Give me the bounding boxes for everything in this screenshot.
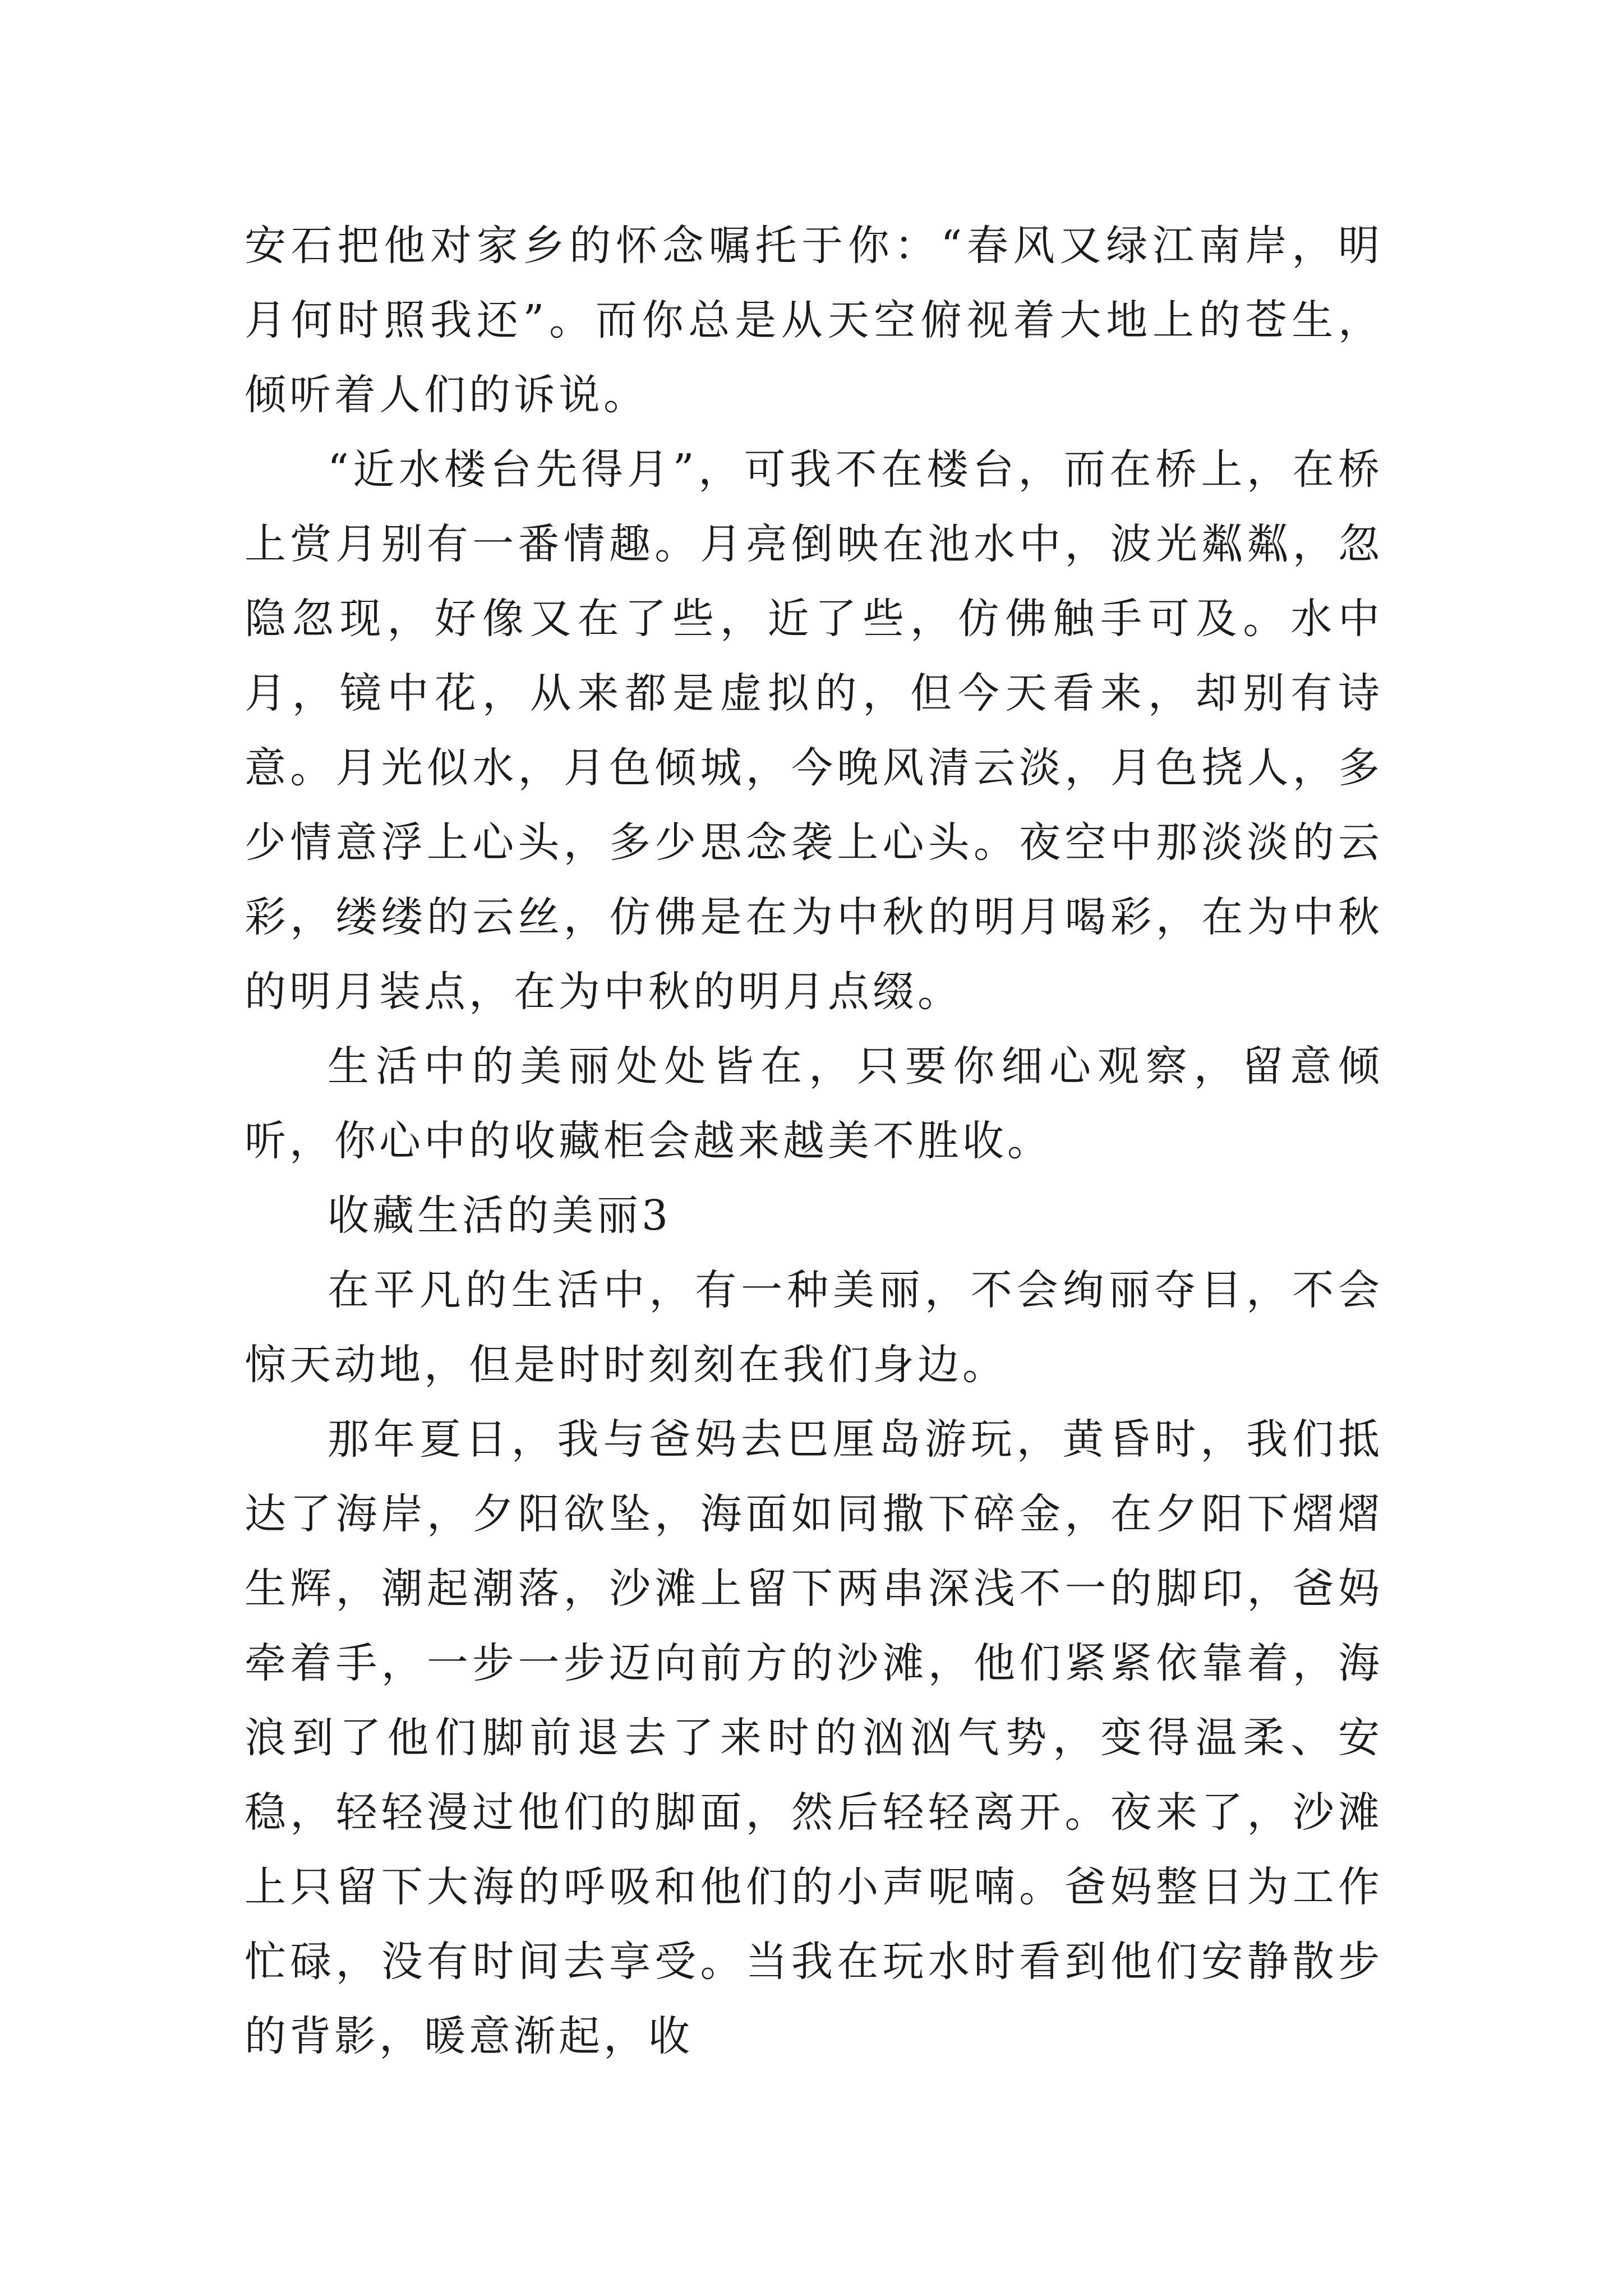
paragraph-3: 生活中的美丽处处皆在，只要你细心观察，留意倾听，你心中的收藏柜会越来越美不胜收。 xyxy=(245,1042,1383,1165)
paragraph-6: 那年夏日，我与爸妈去巴厘岛游玩，黄昏时，我们抵达了海岸，夕阳欲坠，海面如同撒下碎金，在夕阳下熠熠生辉，潮起潮落，沙滩上留下两串深浅不一的脚印，爸妈牵着手，一步一步迈向前方的沙滩，他们紧紧依靠着，海浪到了他们脚前退去了来时的汹汹气势，变得温柔、安稳，轻轻漫过他们的脚面，然后轻轻离开。夜来了，沙滩上只留下大海的呼吸和他们的小声呢喃。爸妈整日为工作忙碌，没有时间去享受。当我在玩水时看到他们安静散步的背影，暖意渐起，收 xyxy=(245,1415,1383,2060)
paragraph-2: “近水楼台先得月”，可我不在楼台，而在桥上，在桥上赏月别有一番情趣。月亮倒映在池水中，波光粼粼，忽隐忽现，好像又在了些，近了些，仿佛触手可及。水中月，镜中花，从来都是虚拟的，但今天看来，却别有诗意。月光似水，月色倾城，今晚风清云淡，月色挠人，多少情意浮上心头，多少思念袭上心头。夜空中那淡淡的云彩，缕缕的云丝，仿佛是在为中秋的明月喝彩，在为中秋的明月装点，在为中秋的明月点缀。 xyxy=(245,445,1383,1016)
paragraph-1: 安石把他对家乡的怀念嘱托于你：“春风又绿江南岸，明月何时照我还”。而你总是从天空俯视着大地上的苍生，倾听着人们的诉说。 xyxy=(245,222,1383,419)
body-text xyxy=(245,209,1383,2074)
section-heading: 收藏生活的美丽3 xyxy=(328,1191,672,1240)
paragraph-5: 在平凡的生活中，有一种美丽，不会绚丽夺目，不会惊天动地，但是时时刻刻在我们身边。 xyxy=(245,1266,1383,1389)
